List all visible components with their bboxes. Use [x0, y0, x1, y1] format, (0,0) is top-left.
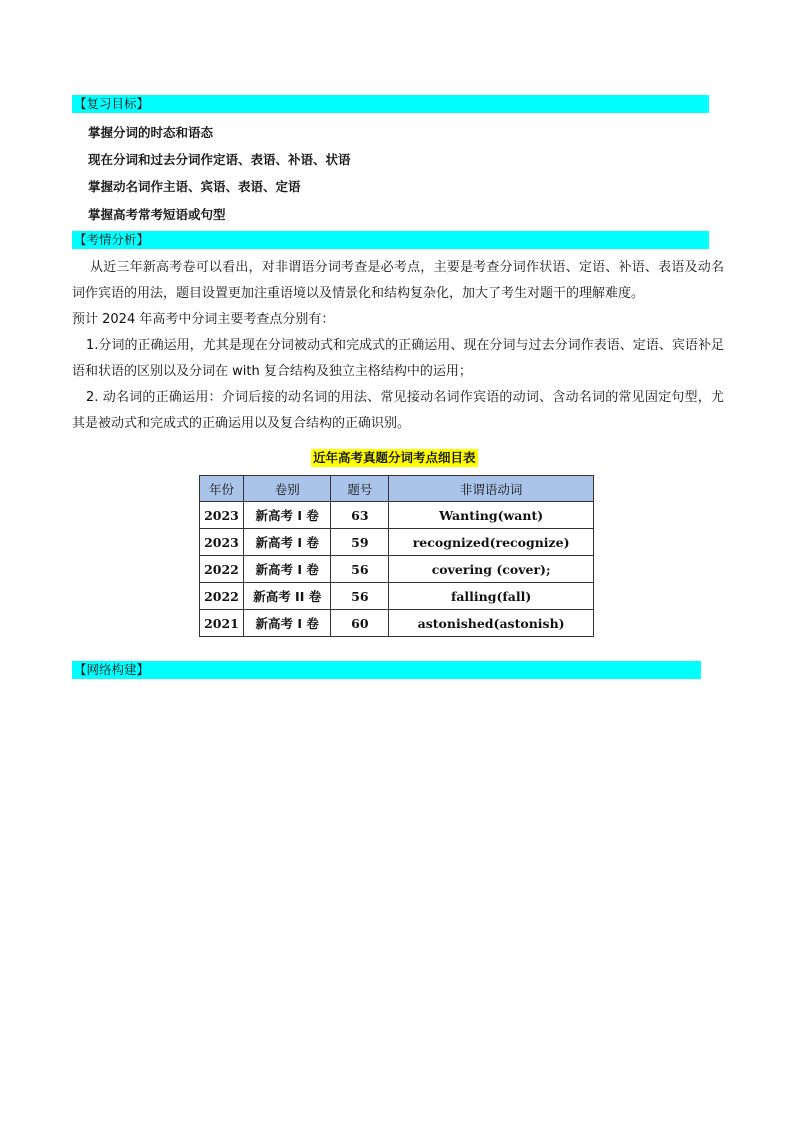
analysis-body	[72, 255, 724, 437]
goal-item-2: 现在分词和过去分词作定语、表语、补语、状语	[88, 152, 351, 167]
cell-paper: 新高考 II 卷	[243, 583, 331, 610]
cell-verb: Wanting(want)	[389, 502, 594, 529]
cell-question-no: 63	[331, 502, 389, 529]
section-header-analysis: 【考情分析】	[72, 231, 709, 249]
cell-year: 2022	[200, 583, 244, 610]
header-year: 年份	[200, 476, 244, 502]
table-row	[200, 529, 594, 556]
table-row	[200, 610, 594, 637]
goal-item-3: 掌握动名词作主语、宾语、表语、定语	[88, 179, 301, 194]
section-header-goals: 【复习目标】	[72, 95, 709, 113]
cell-question-no: 56	[331, 583, 389, 610]
section-header-network: 【网络构建】	[72, 661, 701, 679]
analysis-paragraph-2: 预计 2024 年高考中分词主要考查点分别有：	[72, 312, 335, 327]
analysis-paragraph-3: 1.分词的正确运用，尤其是现在分词被动式和完成式的正确运用、现在分词与过去分词作表语、定语、宾语补足语和状语的区别以及分词在 with 复合结构及独立主格结构中的运用；	[72, 338, 724, 379]
cell-paper: 新高考 I 卷	[243, 502, 331, 529]
cell-question-no: 60	[331, 610, 389, 637]
cell-paper: 新高考 I 卷	[243, 529, 331, 556]
table-row	[200, 502, 594, 529]
header-paper: 卷别	[243, 476, 331, 502]
analysis-paragraph-4: 2. 动名词的正确运用：介词后接的动名词的用法、常见接动名词作宾语的动词、含动名词的常见固定句型，尤其是被动式和完成式的正确运用以及复合结构的正确识别。	[72, 390, 724, 431]
cell-paper: 新高考 I 卷	[243, 610, 331, 637]
header-nonfinite-verb: 非谓语动词	[389, 476, 594, 502]
cell-question-no: 59	[331, 529, 389, 556]
cell-year: 2021	[200, 610, 244, 637]
cell-paper: 新高考 I 卷	[243, 556, 331, 583]
analysis-paragraph-1: 从近三年新高考卷可以看出，对非谓语分词考查是必考点，主要是考查分词作状语、定语、补语、表语及动名词作宾语的用法，题目设置更加注重语境以及情景化和结构复杂化，加大了考生对题干的理解难度。	[72, 260, 724, 301]
table-row	[200, 556, 594, 583]
exam-points-table	[199, 475, 594, 637]
table-title: 近年高考真题分词考点细目表	[313, 450, 476, 465]
cell-verb: recognized(recognize)	[389, 529, 594, 556]
table-header-row	[200, 476, 594, 502]
goal-item-4: 掌握高考常考短语或句型	[88, 207, 226, 222]
cell-question-no: 56	[331, 556, 389, 583]
cell-year: 2023	[200, 502, 244, 529]
table-row	[200, 583, 594, 610]
cell-year: 2023	[200, 529, 244, 556]
cell-verb: covering (cover);	[389, 556, 594, 583]
cell-verb: falling(fall)	[389, 583, 594, 610]
cell-year: 2022	[200, 556, 244, 583]
goal-item-1: 掌握分词的时态和语态	[88, 125, 214, 140]
cell-verb: astonished(astonish)	[389, 610, 594, 637]
header-question-no: 题号	[331, 476, 389, 502]
